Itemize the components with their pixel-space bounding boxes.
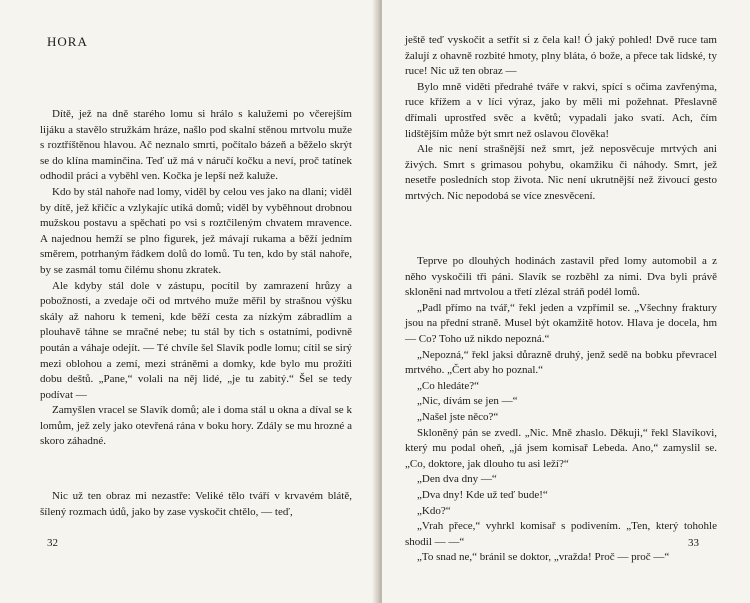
page-number: 33 [688,537,699,549]
right-text-section-1 [405,33,717,205]
paragraph: Kdo by stál nahoře nad lomy, viděl by celou ves jako na dlani; viděl by dítě, jež křičíc a vzlykajíc utíká domů; viděl by vyběhnout drobnou mužskou postavu a spěchati po vsi s roztčileným chvatem mravence. A najednou hemží se plno figurek, jež mávají rukama a běží jedním směrem, potrhaným řádkem dolů do lomů. Tu ten, kdo by stál nahoře, by se zasmál tomu čilému shonu zkratek. [40,185,352,276]
paragraph: „Padl přímo na tvář,“ řekl jeden a vzpřímil se. „Všechny fraktury jsou na přední straně. Musel být okamžitě hotov. Hlava je docela, hm — Co? Toho už nikdo nepozná.“ [405,301,717,345]
paragraph: „Vrah přece,“ vyhrkl komisař s podivením. „Ten, který tohohle shodil — —“ [405,520,717,548]
right-text-section-2 [405,254,717,566]
paragraph: „Našel jste něco?“ [417,410,499,423]
paragraph: „To snad ne,“ bránil se doktor, „vražda! Proč — proč —“ [417,551,670,564]
paragraph: Zamyšlen vracel se Slavík domů; ale i doma stál u okna a díval se k lomům, jež zely jako otevřená rána v boku hory. Zdály se mu hrozné a skoro záhadné. [40,404,352,448]
paragraph: ještě teď vyskočit a setřít si z čela kal! Ó jaký pohled! Dvě ruce tam žalují z ohavně rozbité hmoty, plny bláta, ó bože, a přece tak lidské, ty ruce! Nic už ten obraz — [405,34,717,78]
paragraph: Nic už ten obraz mi nezastře: Veliké tělo tváří v krvavém blátě, šílený rozmach údů, jako by zase vyskočit chtělo, — teď, [40,490,352,518]
paragraph: „Co hledáte?“ [417,379,479,392]
paragraph: „Nic, dívám se jen —“ [417,395,518,408]
paragraph: Skloněný pán se zvedl. „Nic. Mně zhaslo. Děkuji,“ řekl Slavíkovi, který mu podal oheň, „já jsem komisař Lebeda. Ano,“ zamyslil se. „Co, doktore, jak dlouho tu asi leží?“ [405,426,717,470]
paragraph: Ale nic není strašnější než smrt, jež neposvěcuje mrtvých ani živých. Smrt s grimasou pohybu, okamžiku či náhody. Smrt, jež nesetře posledních stop života. Nic není ukrutnější než živoucí gesto mrtvých. Nic nepodobá se více znesvěcení. [405,143,717,202]
paragraph: Dítě, jež na dně starého lomu si hrálo s kalužemi po včerejším lijáku a stavělo stružkám hráze, našlo pod skalní stěnou mrtvolu muže s roztříštěnou hlavou. Ač neznalo smrti, počítalo bázeň a běželo skrýt se do klína maminčina. Teď už má v náručí kočku a neví, proč tatínek odhodil práci a vyběhl ven. Kočka je lepší než kaluže. [40,108,352,183]
paragraph: „Nepozná,“ řekl jaksi důrazně druhý, jenž sedě na bobku převracel mrtvého. „Čert aby ho poznal.“ [405,348,717,377]
paragraph: „Dva dny! Kde už teď bude!“ [417,488,548,501]
chapter-title: HORA [47,34,88,49]
paragraph: „Kdo?“ [417,504,451,517]
paragraph: Bylo mně viděti předrahé tváře v rakvi, spící s očima zavřenýma, ruce křížem a v líci výraz, jako by měli mi požehnat. Přeslavně dřímali uprostřed svěc a květů; vypadali jako svatí. Ach, čím lidštějším může být smrt než oslavou člověka! [405,80,717,140]
left-text-section-2 [40,489,352,520]
left-text-section-1 [40,107,352,450]
paragraph: Ale kdyby stál dole v zástupu, pocítil by zamrazení hrůzy a pobožnosti, a zvedaje oči od mrtvého muže měřil by strašnou výšku skály až nahoru k temeni, kde běží cesta za nízkým zábradlím a plouhavě táhne se mračné nebe; tu stál by tich s ostatními, podivně poután a váhaje odejít. — Té chvíle šel Slavík podle lomu; cítil se sirý mezi oblohou a zemí, mezi stráněmi a domky, kde bylo mu prožíti dobu deštů. „Pane,“ volali na něj lidé, „je tu zabitý.“ Šel se tedy podívat — [40,279,352,401]
page-number: 32 [47,537,58,549]
paragraph: „Den dva dny —“ [417,473,497,486]
paragraph: Teprve po dlouhých hodinách zastavil před lomy automobil a z něho vyskočili tři páni. Slavík se rozběhl za nimi. Dva byli právě skloněni nad mrtvolou a třetí zlézal stráň podél lomů. [405,255,717,299]
